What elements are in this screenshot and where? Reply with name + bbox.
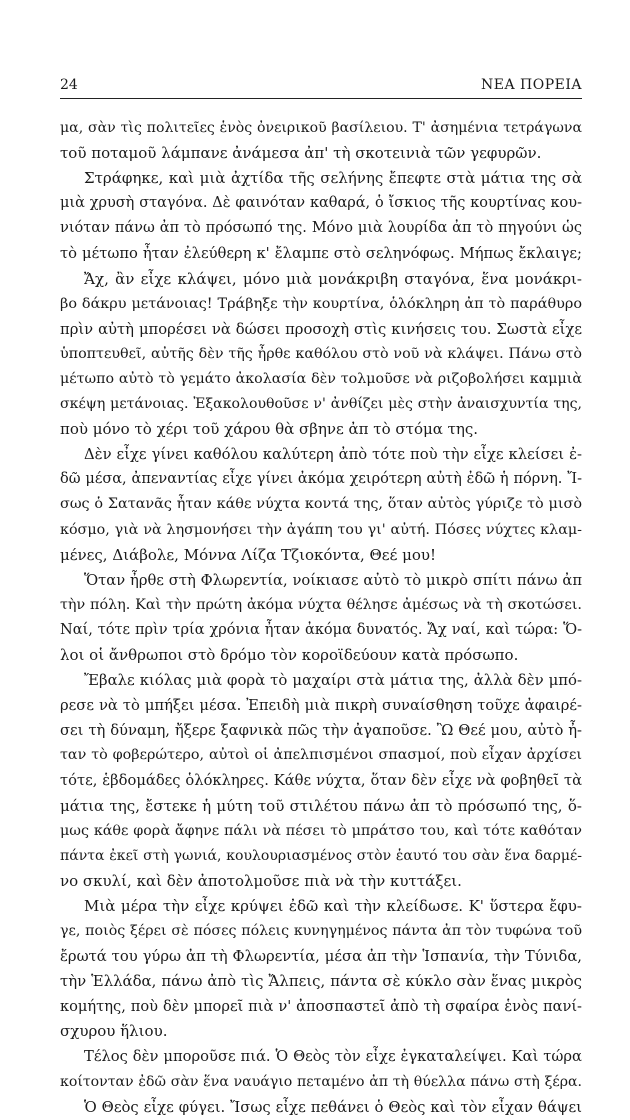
- text-line: κόσμο, γιὰ νὰ λησμονήσει τὴν ἀγάπη του γι' αὐτή. Πόσες νύχτες κλαμ-: [60, 521, 582, 538]
- text-line: μέτωπο αὐτὸ τὸ γεμάτο ἀκολασία δὲν τολμοῦσε νὰ ριζοβολήσει καμμιὰ: [60, 370, 582, 387]
- text-line: τότε, ἑβδομάδες ὁλόκληρες. Κάθε νύχτα, ὅταν δὲν εἶχε νὰ φοβηθεῖ τὰ: [60, 772, 582, 790]
- text-line: δῶ μέσα, ἀπεναντίας εἶχε γίνει ἀκόμα χειρότερη αὐτὴ ἐδῶ ἡ πόρνη. Ἴ-: [60, 471, 582, 488]
- page-number: 24: [60, 77, 78, 93]
- text-line: σει τὴ δύναμη, ἤξερε ξαφνικὰ πῶς τὴν ἀγαποῦσε. Ὢ Θεέ μου, αὐτὸ ἦ-: [60, 722, 582, 740]
- text-line: πάντα ἐκεῖ στὴ γωνιά, κουλουριασμένος στὸν ἑαυτό του σὰν ἕνα δαρμέ-: [60, 847, 582, 864]
- text-line: ὑποπτευθεῖ, αὐτῆς δὲν τῆς ἦρθε καθόλου στὸ νοῦ νὰ κλάψει. Πάνω στὸ: [60, 345, 582, 362]
- text-line: μιὰ χρυσὴ σταγόνα. Δὲ φαινόταν καθαρά, ὁ ἴσκιος τῆς κουρτίνας κου-: [60, 195, 582, 212]
- text-line: μως κάθε φορὰ ἄφηνε πάλι νὰ πέσει τὸ μπράτσο του, καὶ τότε καθόταν: [60, 822, 582, 839]
- text-line: κομήτης, ποὺ δὲν μπορεῖ πιὰ ν' ἀποσπαστεῖ ἀπὸ τὴ σφαίρα ἑνὸς πανί-: [60, 998, 582, 1016]
- journal-title: ΝΕΑ ΠΟΡΕΙΑ: [481, 77, 582, 93]
- text-line: ταν τὸ φοβερώτερο, αὐτοὶ οἱ ἀπελπισμένοι σπασμοί, ποὺ εἶχαν ἀρχίσει: [60, 747, 582, 764]
- text-line: κοίτονταν ἐδῶ σὰν ἕνα ναυάγιο πεταμένο ἀπ τὴ θύελλα πάνω στὴ ξέρα.: [60, 1073, 582, 1090]
- header-rule: [60, 98, 582, 99]
- text-line: τὴν Ἑλλάδα, πάνω ἀπὸ τὶς Ἄλπεις, πάντα σὲ κύκλο σὰν ἕνας μικρὸς: [60, 972, 582, 991]
- text-line: τὴν πόλη. Καὶ τὴν πρώτη ἀκόμα νύχτα θέλησε ἀμέσως νὰ τὴ σκοτώσει.: [60, 596, 582, 613]
- text-line: μάτια της, ἔστεκε ἡ μύτη τοῦ στιλέτου πάνω ἀπ τὸ πρόσωπό της, ὅ-: [60, 796, 582, 815]
- text-line: Ὅταν ἦρθε στὴ Φλωρεντία, νοίκιασε αὐτὸ τὸ μικρὸ σπίτι πάνω ἀπ: [84, 571, 582, 589]
- text-line: λοι οἱ ἄνθρωποι στὸ δρόμο τὸν κοροϊδεύουν κατὰ πρόσωπο.: [60, 645, 519, 664]
- running-head: [60, 76, 582, 98]
- text-line: Στράφηκε, καὶ μιὰ ἀχτίδα τῆς σελήνης ἔπεφτε στὰ μάτια της σὰ: [84, 169, 582, 188]
- text-line: ποὺ μόνο τὸ χέρι τοῦ χάρου θὰ σβηνε ἀπ τὸ στόμα της.: [60, 420, 479, 439]
- text-line: ρεσε νὰ τὸ μπήξει μέσα. Ἐπειδὴ μιὰ πικρὴ συναίσθηση τοῦχε ἀφαιρέ-: [60, 697, 582, 715]
- body-text: [60, 116, 582, 1120]
- text-line: Δὲν εἶχε γίνει καθόλου καλύτερη ἀπὸ τότε ποὺ τὴν εἶχε κλείσει ἐ-: [84, 446, 582, 464]
- text-line: τοῦ ποταμοῦ λάμπανε ἀνάμεσα ἀπ' τὴ σκοτεινιὰ τῶν γεφυρῶν.: [60, 144, 542, 163]
- text-line: νο σκυλί, καὶ δὲν ἀποτολμοῦσε πιὰ νὰ τὴν κυττάξει.: [60, 871, 462, 890]
- text-line: μα, σὰν τὶς πολιτεῖες ἑνὸς ὀνειρικοῦ βασίλειου. Τ' ἀσημένια τετράγωνα: [60, 120, 582, 136]
- text-line: Ναί, τότε πρὶν τρία χρόνια ἦταν ἀκόμα δυνατός. Ἄχ ναί, καὶ τώρα: Ὅ-: [60, 621, 582, 638]
- text-line: βο δάκρυ μετάνοιας! Τράβηξε τὴν κουρτίνα, ὁλόκληρη ἀπ τὸ παράθυρο: [60, 295, 582, 312]
- text-line: Ἄχ, ἂν εἶχε κλάψει, μόνο μιὰ μονάκριβη σταγόνα, ἕνα μονάκρι-: [84, 269, 582, 288]
- text-line: τὸ μέτωπο ἦταν ἐλεύθερη κ' ἔλαμπε στὸ σεληνόφως. Μήπως ἔκλαιγε;: [60, 245, 582, 263]
- text-line: Ὁ Θεὸς εἶχε φύγει. Ἴσως εἶχε πεθάνει ὁ Θεὸς καὶ τὸν εἶχαν θάψει: [84, 1098, 582, 1116]
- text-line: Τέλος δὲν μποροῦσε πιά. Ὁ Θεὸς τὸν εἶχε ἐγκαταλείψει. Καὶ τώρα: [84, 1048, 582, 1066]
- text-line: Μιὰ μέρα τὴν εἶχε κρύψει ἐδῶ καὶ τὴν κλείδωσε. Κ' ὕστερα ἔφυ-: [84, 896, 582, 915]
- text-line: ἔρωτά του γύρω ἀπ τὴ Φλωρεντία, μέσα ἀπ τὴν Ἱσπανία, τὴν Τύνιδα,: [60, 948, 582, 966]
- text-line: σχυρου ἥλιου.: [60, 1022, 168, 1041]
- text-line: μένες, Διάβολε, Μόννα Λίζα Τζιοκόντα, Θεέ μου!: [60, 545, 437, 564]
- text-line: σως ὁ Σατανᾶς ἦταν κάθε νύχτα κοντά της, ὅταν αὐτὸς γύριζε τὸ μισὸ: [60, 496, 582, 513]
- text-line: Ἔβαλε κιόλας μιὰ φορὰ τὸ μαχαίρι στὰ μάτια της, ἀλλὰ δὲν μπό-: [84, 671, 582, 690]
- text-line: νιόταν πάνω ἀπ τὸ πρόσωπό της. Μόνο μιὰ λουρίδα ἀπ τὸ πηγούνι ὡς: [60, 220, 582, 237]
- text-line: γε, ποιὸς ξέρει σὲ πόσες πόλεις κυνηγημένος πάντα ἀπ τὸν τυφώνα τοῦ: [60, 923, 582, 939]
- text-line: πρὶν αὐτὴ μπορέσει νὰ δώσει προσοχὴ στὶς κινήσεις του. Σωστὰ εἶχε: [60, 320, 582, 338]
- text-line: σκέψη μετάνοιας. Ἐξακολουθοῦσε ν' ἀνθίζει μὲς στὴν ἀναισχυντία της,: [60, 396, 582, 413]
